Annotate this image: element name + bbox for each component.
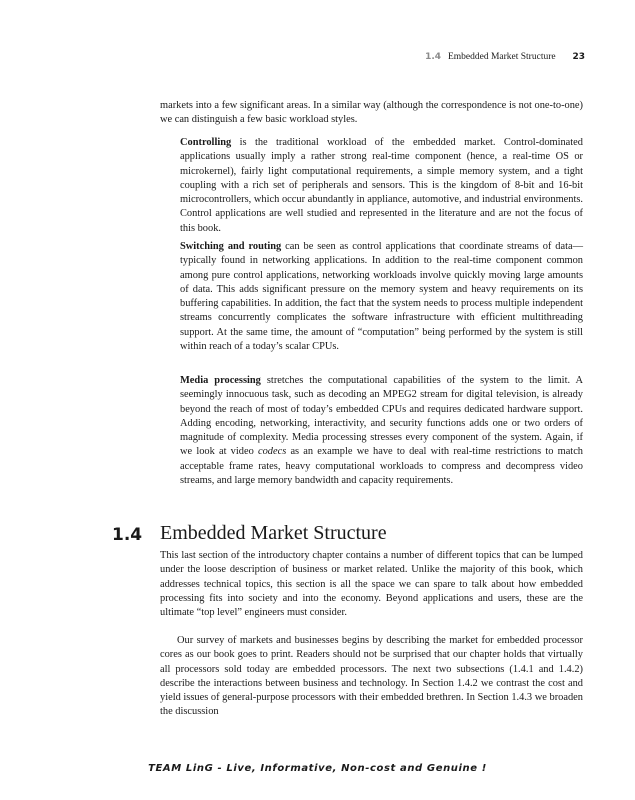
section-title: Embedded Market Structure: [160, 522, 387, 544]
workload-switching: [180, 240, 583, 354]
workload-text-media-before: stretches the computational capabilities of the system to the limit. A seemingly innocuous task, such as decoding an MPEG2 stream for digital television, is already beyond the reach of most of today’s embedded CPUs and requires dedicated hardware support. Adding encoding, networking, interactivity, and security functions adds one or two orders of magnitude of complexity. Media processing stresses every component of the system. Again, if we look at video: [180, 375, 583, 458]
workload-lead-switching: Switching and routing: [180, 241, 282, 252]
section-number: 1.4: [112, 525, 143, 545]
workload-lead-controlling: Controlling: [180, 137, 232, 148]
workload-lead-media: Media processing: [180, 375, 261, 386]
workload-text-switching: can be seen as control applications that coordinate streams of data—typically found in networking applications. In addition to the real-time component common among pure control applications, networking workloads involve quickly moving large amounts of data. This adds significant pressure on the memory system and heavy requirements on its buffering capabilities. In addition, the fact that the system needs to process multiple independent streams concurrently complicates the software infrastructure with efficient multithreading support. At the same time, the amount of “computation” being performed by the system is still within reach of a today’s scalar CPUs.: [180, 241, 583, 353]
workload-media: [180, 374, 583, 488]
footer-watermark: TEAM LinG - Live, Informative, Non-cost and Genuine !: [148, 763, 487, 774]
section-paragraph-2: Our survey of markets and businesses begins by describing the market for embedded processor cores as our book goes to print. Readers should not be surprised that our chapter holds that virtually all processors sold today are embedded processors. The next two subsections (1.4.1 and 1.4.2) describe the interactions between business and technology. In Section 1.4.2 we contrast the cost and yield issues of general-purpose processors with their embedded brethren. In Section 1.4.3 we broaden the discussion: [160, 635, 583, 718]
workload-text-media-italic: codecs: [257, 446, 287, 458]
page-number: 23: [572, 52, 585, 62]
section-heading: [112, 522, 592, 548]
section-paragraph-1: This last section of the introductory chapter contains a number of different topics that can be lumped under the loose description of business or market related. Unlike the majority of this book, which addresses technical topics, this section is all the space we can spare to talk about how embedded processing fits into society and into the economy. Beyond applications and users, these are the ultimate “top level” engineers must consider.: [160, 550, 583, 619]
running-head-section-number: 1.4: [425, 52, 442, 62]
running-head-title: Embedded Market Structure: [447, 52, 556, 62]
running-head: [160, 52, 585, 66]
intro-paragraph: markets into a few significant areas. In a similar way (although the correspondence is not one-to-one) we can distinguish a few basic workload styles.: [160, 100, 583, 126]
workload-text-controlling: is the traditional workload of the embedded market. Control-dominated applications usually imply a rather strong real-time component (hence, a real-time OS or microkernel), fairly light computational requirements, a simple memory system, and a tight coupling with a rich set of peripherals and sensors. This is the kingdom of 8-bit and 16-bit microcontrollers, which occur abundantly in appliance, automotive, and industrial environments. Control applications are well studied and represented in the literature and are not the focus of this book.: [180, 137, 583, 234]
workload-controlling: [180, 136, 583, 236]
workload-text-media-after: as an example we have to deal with real-time restrictions to match acceptable frame rates, heavy computational workloads to compress and decompress video streams, and large memory bandwidth and capacity requirements.: [180, 446, 584, 487]
